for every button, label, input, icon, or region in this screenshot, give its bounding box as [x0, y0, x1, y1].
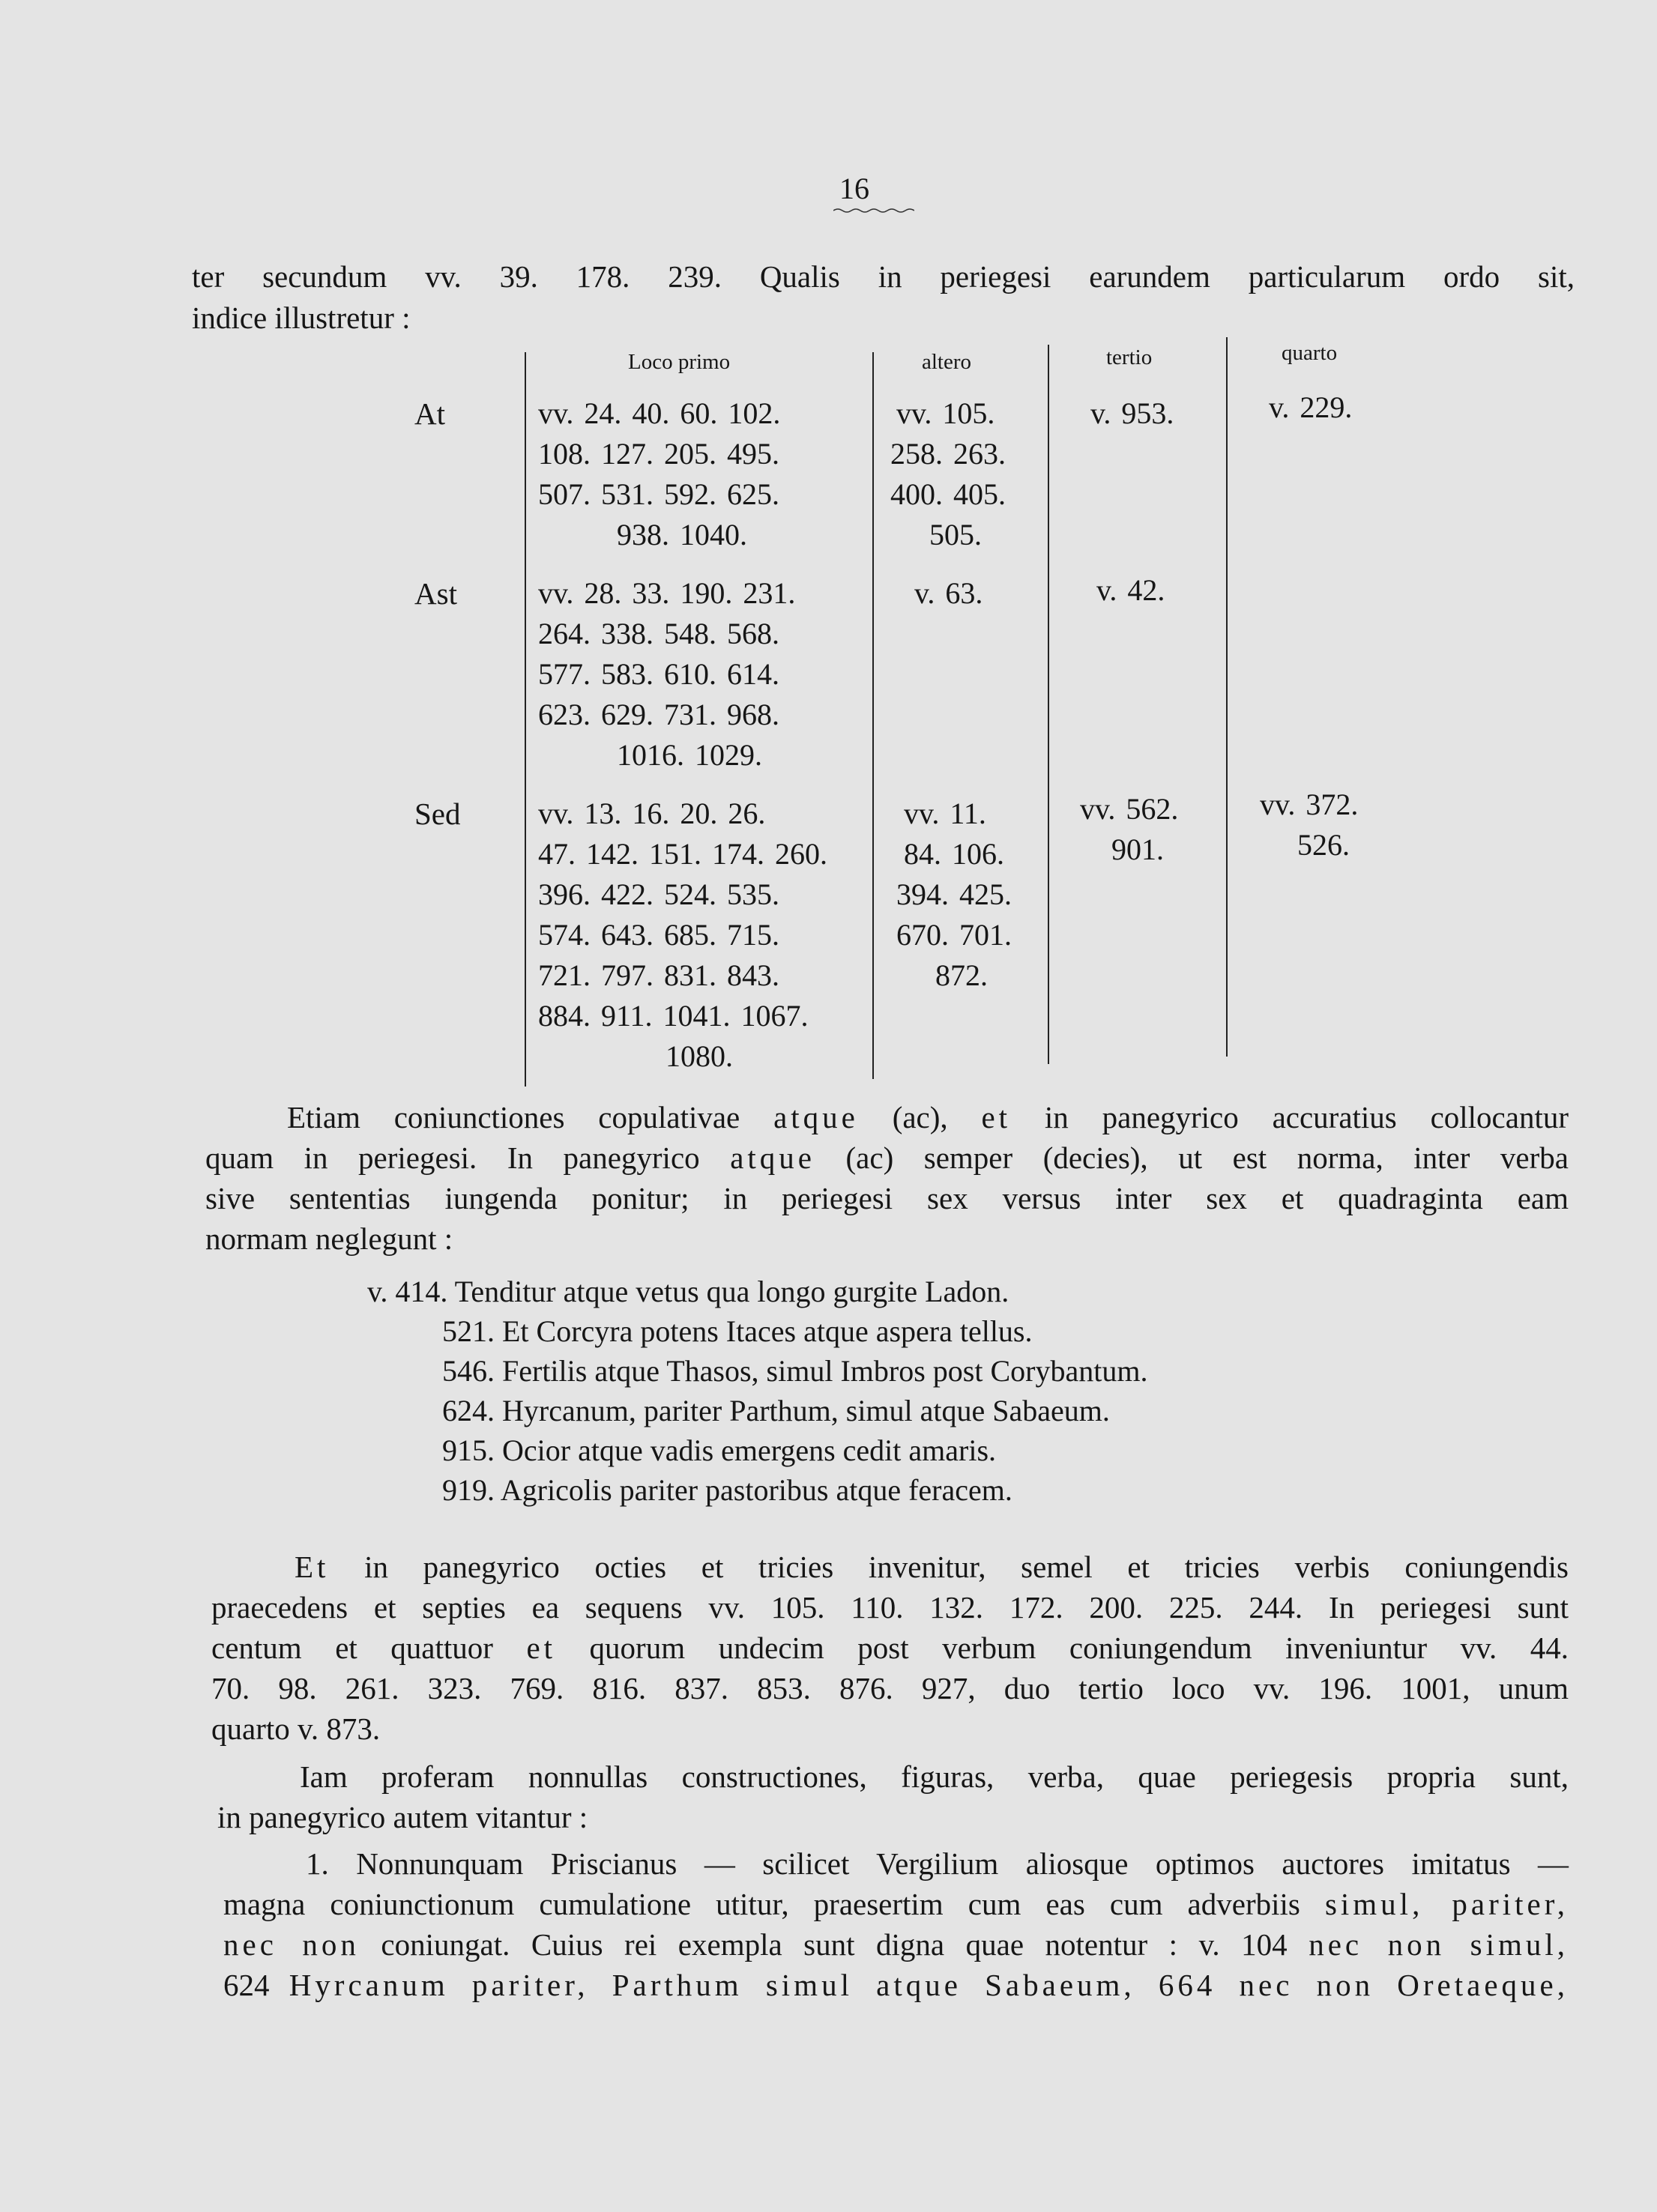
column-divider	[525, 352, 526, 1087]
row-label-at: At	[414, 396, 445, 431]
verse-quote: 546. Fertilis atque Thasos, simul Imbros post Corybantum.	[442, 1354, 1148, 1388]
column-divider	[1048, 345, 1049, 1064]
intro-line-1: ter secundum vv. 39. 178. 239. Qualis in periegesi earundem particularum ordo sit,	[192, 259, 1575, 294]
column-divider	[872, 352, 874, 1079]
cell-at-altero: vv. 105.	[896, 396, 995, 430]
para2-line-2: praecedens et septies ea sequens vv. 105. 110. 132. 172. 200. 225. 244. In periegesi sunt	[211, 1590, 1569, 1625]
para2-line-5: quarto v. 873.	[211, 1711, 381, 1746]
para3-line-1: Iam proferam nonnullas constructiones, figuras, verba, quae periegesis propria sunt,	[300, 1759, 1569, 1794]
para2-line-1: Et in panegyrico octies et tricies invenitur, semel et tricies verbis coniungendis	[295, 1550, 1569, 1584]
cell-sed-primo: 574. 643. 685. 715.	[538, 918, 779, 952]
header-altero: altero	[922, 350, 972, 374]
cell-sed-primo: 47. 142. 151. 174. 260.	[538, 837, 827, 871]
cell-sed-altero: 872.	[935, 958, 988, 992]
cell-at-tertio: v. 953.	[1090, 396, 1174, 430]
cell-ast-primo: vv. 28. 33. 190. 231.	[538, 576, 796, 610]
cell-sed-quarto: 526.	[1297, 828, 1350, 862]
cell-sed-altero: 84. 106.	[904, 837, 1004, 871]
para4-line-1: 1. Nonnunquam Priscianus — scilicet Vergilium aliosque optimos auctores imitatus —	[306, 1846, 1569, 1881]
header-loco-primo: Loco primo	[628, 350, 731, 374]
cell-ast-primo: 1016. 1029.	[617, 738, 762, 772]
verse-quote: 919. Agricolis pariter pastoribus atque feracem.	[442, 1473, 1012, 1507]
verse-quote: 521. Et Corcyra potens Itaces atque aspera tellus.	[442, 1314, 1033, 1348]
header-tertio: tertio	[1106, 345, 1153, 369]
cell-sed-primo: 721. 797. 831. 843.	[538, 958, 779, 992]
cell-sed-tertio: vv. 562.	[1080, 792, 1179, 826]
verse-quote: 624. Hyrcanum, pariter Parthum, simul atque Sabaeum.	[442, 1394, 1110, 1427]
cell-ast-primo: 264. 338. 548. 568.	[538, 617, 779, 650]
para3-line-2: in panegyrico autem vitantur :	[217, 1800, 588, 1834]
para4-line-3: nec non coniungat. Cuius rei exempla sunt digna quae notentur : v. 104 nec non simul,	[223, 1927, 1569, 1962]
row-label-sed: Sed	[414, 797, 461, 831]
cell-sed-primo: 396. 422. 524. 535.	[538, 877, 779, 911]
cell-sed-altero: vv. 11.	[904, 797, 986, 830]
header-quarto: quarto	[1282, 341, 1338, 365]
cell-at-altero: 400. 405.	[890, 477, 1006, 511]
cell-ast-tertio: v. 42.	[1096, 573, 1165, 607]
para1-line-3: sive sententias iungenda ponitur; in periegesi sex versus inter sex et quadraginta eam	[205, 1181, 1569, 1215]
para1-line-2: quam in periegesi. In panegyrico atque (ac) semper (decies), ut est norma, inter verba	[205, 1140, 1569, 1175]
cell-at-altero: 505.	[929, 518, 982, 552]
cell-at-primo: 938. 1040.	[617, 518, 747, 552]
para2-line-4: 70. 98. 261. 323. 769. 816. 837. 853. 876. 927, duo tertio loco vv. 196. 1001, unum	[211, 1671, 1569, 1705]
cell-at-primo: 507. 531. 592. 625.	[538, 477, 779, 511]
cell-at-primo: 108. 127. 205. 495.	[538, 437, 779, 471]
cell-at-primo: vv. 24. 40. 60. 102.	[538, 396, 781, 430]
para1-line-4: normam neglegunt :	[205, 1221, 453, 1256]
intro-line-2: indice illustretur :	[192, 300, 411, 335]
column-divider	[1226, 337, 1228, 1057]
cell-ast-altero: v. 63.	[914, 576, 983, 610]
para1-line-1: Etiam coniunctiones copulativae atque (ac), et in panegyrico accuratius collocantur	[287, 1100, 1569, 1134]
cell-at-quarto: v. 229.	[1269, 390, 1353, 424]
row-label-ast: Ast	[414, 576, 457, 611]
cell-sed-altero: 670. 701.	[896, 918, 1012, 952]
cell-sed-primo: 884. 911. 1041. 1067.	[538, 999, 809, 1033]
cell-sed-primo: vv. 13. 16. 20. 26.	[538, 797, 766, 830]
cell-ast-primo: 623. 629. 731. 968.	[538, 698, 779, 731]
para4-line-4: 624 Hyrcanum pariter, Parthum simul atque Sabaeum, 664 nec non Oretaeque,	[223, 1968, 1569, 2002]
cell-sed-tertio: 901.	[1111, 832, 1164, 866]
cell-sed-primo: 1080.	[665, 1039, 733, 1073]
page-number-ornament	[833, 207, 914, 214]
verse-quote: 915. Ocior atque vadis emergens cedit amaris.	[442, 1433, 997, 1467]
page-number: 16	[839, 172, 869, 205]
para4-line-2: magna coniunctionum cumulatione utitur, praesertim cum eas cum adverbiis simul, pariter,	[223, 1887, 1569, 1921]
verse-quote: v. 414. Tenditur atque vetus qua longo gurgite Ladon.	[367, 1275, 1009, 1308]
cell-at-altero: 258. 263.	[890, 437, 1006, 471]
para2-line-3: centum et quattuor et quorum undecim post verbum coniungendum inveniuntur vv. 44.	[211, 1631, 1569, 1665]
cell-ast-primo: 577. 583. 610. 614.	[538, 657, 779, 691]
cell-sed-quarto: vv. 372.	[1260, 788, 1359, 821]
cell-sed-altero: 394. 425.	[896, 877, 1012, 911]
